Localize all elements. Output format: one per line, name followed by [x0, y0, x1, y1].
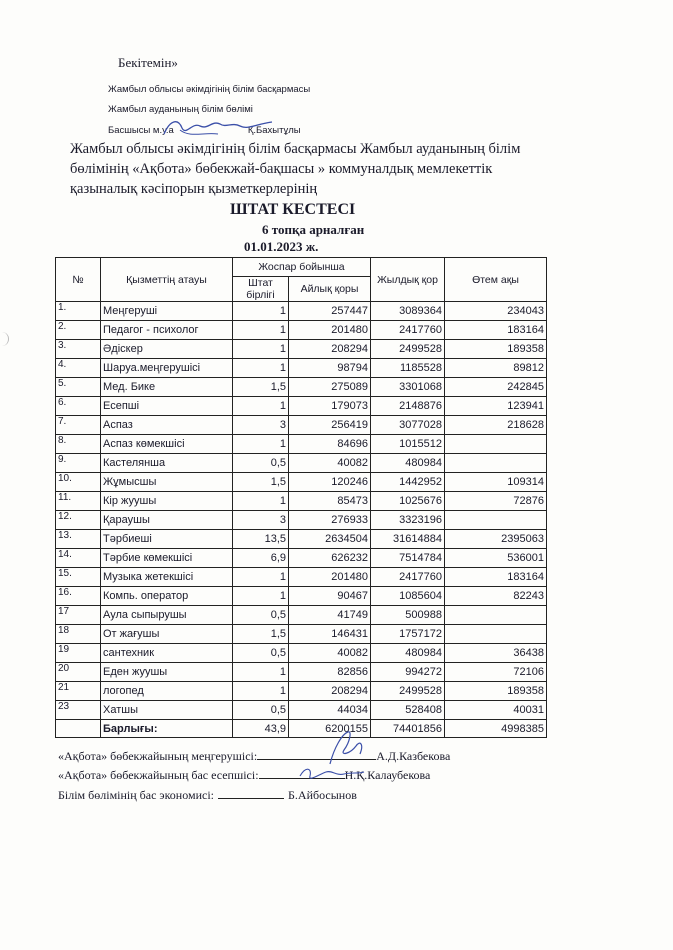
- approval-name: Қ.Бахытұлы: [247, 125, 301, 136]
- row-position-name: Хатшы: [101, 701, 233, 720]
- document-date: 01.01.2023 ж.: [244, 239, 319, 254]
- row-compensation: 123941: [445, 397, 547, 416]
- row-annual-fund: 3089364: [371, 302, 445, 321]
- row-annual-fund: 2417760: [371, 568, 445, 587]
- row-number: 4.: [56, 359, 101, 378]
- row-staff-units: 6,9: [233, 549, 289, 568]
- scan-artifact: [0, 332, 9, 346]
- row-annual-fund: 1442952: [371, 473, 445, 492]
- row-monthly-fund: 208294: [289, 682, 371, 701]
- table-row: [56, 416, 547, 435]
- row-position-name: Еден жуушы: [101, 663, 233, 682]
- row-number: 10.: [56, 473, 101, 492]
- approval-line-3: [108, 125, 301, 136]
- row-compensation: 82243: [445, 587, 547, 606]
- row-number: 3.: [56, 340, 101, 359]
- row-compensation: [445, 625, 547, 644]
- table-row: [56, 492, 547, 511]
- row-position-name: Аула сыпырушы: [101, 606, 233, 625]
- intro-line-3: қазыналық кәсіпорын қызметкерлерінің: [70, 181, 318, 197]
- row-monthly-fund: 256419: [289, 416, 371, 435]
- row-staff-units: 3: [233, 511, 289, 530]
- row-annual-fund: 1025676: [371, 492, 445, 511]
- footer-line-2: [58, 768, 430, 783]
- approval-line-1: Жамбыл облысы әкімдігінің білім басқармасы: [108, 84, 311, 95]
- row-monthly-fund: 90467: [289, 587, 371, 606]
- table-row: [56, 340, 547, 359]
- row-position-name: Меңгеруші: [101, 302, 233, 321]
- table-row: [56, 359, 547, 378]
- row-staff-units: 1: [233, 359, 289, 378]
- row-monthly-fund: 626232: [289, 549, 371, 568]
- footer-head-signature-line: [257, 759, 376, 760]
- header-monthly-fund: Айлық қоры: [289, 277, 371, 302]
- row-position-name: Қараушы: [101, 511, 233, 530]
- table-row: [56, 435, 547, 454]
- row-position-name: Шаруа.меңгерушісі: [101, 359, 233, 378]
- table-total-row: [56, 720, 547, 738]
- row-staff-units: 1: [233, 492, 289, 511]
- row-monthly-fund: 41749: [289, 606, 371, 625]
- row-annual-fund: 480984: [371, 644, 445, 663]
- row-monthly-fund: 201480: [289, 568, 371, 587]
- row-position-name: Есепші: [101, 397, 233, 416]
- row-monthly-fund: 276933: [289, 511, 371, 530]
- table-row: [56, 606, 547, 625]
- row-annual-fund: 2148876: [371, 397, 445, 416]
- row-annual-fund: 1015512: [371, 435, 445, 454]
- footer-economist-signature-line: [218, 798, 284, 799]
- row-compensation: 536001: [445, 549, 547, 568]
- row-staff-units: 1: [233, 682, 289, 701]
- row-compensation: [445, 606, 547, 625]
- row-position-name: Жұмысшы: [101, 473, 233, 492]
- table-row: [56, 701, 547, 720]
- table-row: [56, 587, 547, 606]
- row-monthly-fund: 98794: [289, 359, 371, 378]
- document-subtitle: 6 топқа арналған: [262, 222, 365, 237]
- footer-economist-label: Білім бөлімінің бас экономисі:: [58, 788, 215, 802]
- row-compensation: 234043: [445, 302, 547, 321]
- row-number: 13.: [56, 530, 101, 549]
- row-number: 5.: [56, 378, 101, 397]
- row-compensation: 89812: [445, 359, 547, 378]
- row-compensation: 183164: [445, 321, 547, 340]
- row-annual-fund: 480984: [371, 454, 445, 473]
- table-row: [56, 549, 547, 568]
- row-annual-fund: 31614884: [371, 530, 445, 549]
- row-number: 2.: [56, 321, 101, 340]
- row-annual-fund: 994272: [371, 663, 445, 682]
- row-position-name: Тәрбиеші: [101, 530, 233, 549]
- row-annual-fund: 528408: [371, 701, 445, 720]
- row-position-name: Педагог - психолог: [101, 321, 233, 340]
- row-annual-fund: 3323196: [371, 511, 445, 530]
- row-staff-units: 0,5: [233, 701, 289, 720]
- row-annual-fund: 2499528: [371, 340, 445, 359]
- row-monthly-fund: 44034: [289, 701, 371, 720]
- row-compensation: [445, 511, 547, 530]
- row-compensation: 218628: [445, 416, 547, 435]
- table-row: [56, 378, 547, 397]
- table-row: [56, 530, 547, 549]
- table-row: [56, 321, 547, 340]
- footer-accountant-name: Н.Қ.Калаубекова: [344, 768, 431, 782]
- row-staff-units: 1,5: [233, 378, 289, 397]
- row-annual-fund: 3301068: [371, 378, 445, 397]
- footer-head-name: А.Д.Казбекова: [376, 749, 451, 763]
- row-staff-units: 1: [233, 663, 289, 682]
- row-monthly-fund: 275089: [289, 378, 371, 397]
- row-compensation: 109314: [445, 473, 547, 492]
- row-annual-fund: 1185528: [371, 359, 445, 378]
- row-compensation: 36438: [445, 644, 547, 663]
- row-number: 7.: [56, 416, 101, 435]
- row-staff-units: 0,5: [233, 606, 289, 625]
- row-annual-fund: 7514784: [371, 549, 445, 568]
- total-annual: 74401856: [371, 720, 445, 738]
- row-staff-units: 1: [233, 587, 289, 606]
- row-monthly-fund: 208294: [289, 340, 371, 359]
- row-staff-units: 0,5: [233, 644, 289, 663]
- row-position-name: Мед. Бике: [101, 378, 233, 397]
- header-number: №: [56, 258, 101, 302]
- row-compensation: 72106: [445, 663, 547, 682]
- footer-accountant-signature-line: [259, 778, 345, 779]
- table-row: [56, 568, 547, 587]
- row-number: 8.: [56, 435, 101, 454]
- row-monthly-fund: 40082: [289, 644, 371, 663]
- row-number: 23: [56, 701, 101, 720]
- row-staff-units: 1: [233, 435, 289, 454]
- header-position-name: Қызметтің атауы: [101, 258, 233, 302]
- footer-line-1: [58, 749, 450, 764]
- row-annual-fund: 1085604: [371, 587, 445, 606]
- row-position-name: От жағушы: [101, 625, 233, 644]
- approval-line-2: Жамбыл ауданының білім бөлімі: [108, 104, 253, 115]
- table-row: [56, 473, 547, 492]
- header-plan: Жоспар бойынша: [233, 258, 371, 277]
- footer-line-3: [58, 788, 357, 803]
- row-staff-units: 1: [233, 397, 289, 416]
- row-number: 6.: [56, 397, 101, 416]
- row-annual-fund: 3077028: [371, 416, 445, 435]
- table-row: [56, 302, 547, 321]
- header-staff-units: Штат бірлігі: [233, 277, 289, 302]
- row-number: 16.: [56, 587, 101, 606]
- row-compensation: 72876: [445, 492, 547, 511]
- row-compensation: [445, 435, 547, 454]
- row-monthly-fund: 84696: [289, 435, 371, 454]
- row-monthly-fund: 146431: [289, 625, 371, 644]
- row-monthly-fund: 179073: [289, 397, 371, 416]
- row-staff-units: 1,5: [233, 625, 289, 644]
- row-staff-units: 1: [233, 302, 289, 321]
- total-units: 43,9: [233, 720, 289, 738]
- row-staff-units: 13,5: [233, 530, 289, 549]
- table-row: [56, 511, 547, 530]
- row-monthly-fund: 40082: [289, 454, 371, 473]
- row-position-name: Тәрбие көмекшісі: [101, 549, 233, 568]
- row-number: 19: [56, 644, 101, 663]
- intro-line-1: Жамбыл облысы әкімдігінің білім басқармасы Жамбыл ауданының білім: [70, 141, 521, 157]
- row-staff-units: 1: [233, 340, 289, 359]
- row-position-name: Аспаз көмекшісі: [101, 435, 233, 454]
- row-number: 9.: [56, 454, 101, 473]
- row-monthly-fund: 257447: [289, 302, 371, 321]
- row-number: 18: [56, 625, 101, 644]
- row-number: 12.: [56, 511, 101, 530]
- table-row: [56, 454, 547, 473]
- footer-accountant-label: «Ақбота» бөбекжайының бас есепшісі:: [58, 768, 259, 782]
- row-number: 17: [56, 606, 101, 625]
- approval-heading: Бекітемін»: [118, 55, 178, 70]
- total-number-cell: [56, 720, 101, 738]
- row-number: 15.: [56, 568, 101, 587]
- row-number: 1.: [56, 302, 101, 321]
- approval-position: Басшысы м.у.а: [108, 125, 174, 136]
- row-annual-fund: 1757172: [371, 625, 445, 644]
- row-staff-units: 1,5: [233, 473, 289, 492]
- intro-line-2: бөлімінің «Ақбота» бөбекжай-бақшасы » коммуналдық мемлекеттік: [70, 161, 493, 177]
- row-position-name: Аспаз: [101, 416, 233, 435]
- row-compensation: [445, 454, 547, 473]
- header-compensation: Өтем ақы: [445, 258, 547, 302]
- footer-economist-name: Б.Айбосынов: [288, 788, 357, 802]
- row-compensation: 189358: [445, 340, 547, 359]
- row-staff-units: 3: [233, 416, 289, 435]
- row-position-name: Әдіскер: [101, 340, 233, 359]
- table-row: [56, 397, 547, 416]
- row-compensation: 2395063: [445, 530, 547, 549]
- row-compensation: 40031: [445, 701, 547, 720]
- row-annual-fund: 2499528: [371, 682, 445, 701]
- row-number: 20: [56, 663, 101, 682]
- table-row: [56, 663, 547, 682]
- row-monthly-fund: 82856: [289, 663, 371, 682]
- row-position-name: логопед: [101, 682, 233, 701]
- row-number: 11.: [56, 492, 101, 511]
- row-position-name: сантехник: [101, 644, 233, 663]
- row-monthly-fund: 85473: [289, 492, 371, 511]
- footer-head-label: «Ақбота» бөбекжайының меңгерушісі:: [58, 749, 258, 763]
- row-position-name: Кастелянша: [101, 454, 233, 473]
- document-title: ШТАТ КЕСТЕСІ: [230, 201, 356, 218]
- row-position-name: Компь. оператор: [101, 587, 233, 606]
- row-number: 14.: [56, 549, 101, 568]
- row-monthly-fund: 201480: [289, 321, 371, 340]
- row-position-name: Музыка жетекшісі: [101, 568, 233, 587]
- row-monthly-fund: 120246: [289, 473, 371, 492]
- row-staff-units: 0,5: [233, 454, 289, 473]
- row-staff-units: 1: [233, 568, 289, 587]
- row-compensation: 242845: [445, 378, 547, 397]
- total-compensation: 4998385: [445, 720, 547, 738]
- row-annual-fund: 2417760: [371, 321, 445, 340]
- staff-table: [55, 257, 547, 738]
- total-monthly: 6200155: [289, 720, 371, 738]
- table-row: [56, 682, 547, 701]
- row-compensation: 183164: [445, 568, 547, 587]
- row-staff-units: 1: [233, 321, 289, 340]
- table-row: [56, 644, 547, 663]
- row-compensation: 189358: [445, 682, 547, 701]
- total-label: Барлығы:: [101, 720, 233, 738]
- table-row: [56, 625, 547, 644]
- row-monthly-fund: 2634504: [289, 530, 371, 549]
- header-annual-fund: Жылдық қор: [371, 258, 445, 302]
- row-position-name: Кір жуушы: [101, 492, 233, 511]
- row-annual-fund: 500988: [371, 606, 445, 625]
- row-number: 21: [56, 682, 101, 701]
